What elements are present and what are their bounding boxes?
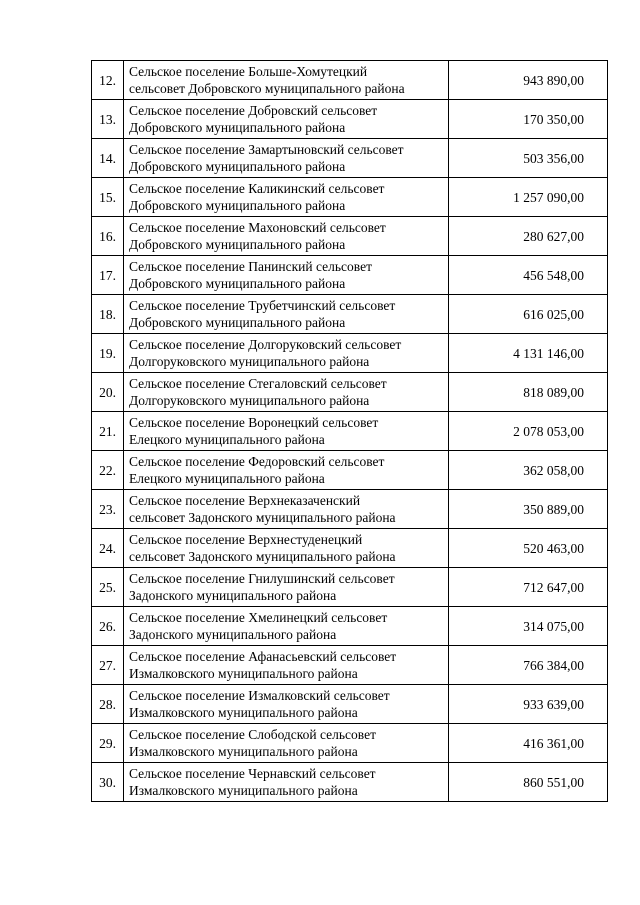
settlement-name-line-1: Сельское поселение Слободской сельсовет bbox=[129, 727, 376, 742]
settlement-name-cell bbox=[124, 139, 449, 178]
settlement-name-line-1: Сельское поселение Долгоруковский сельсовет bbox=[129, 337, 402, 352]
settlement-name-line-2: Измалковского муниципального района bbox=[129, 744, 358, 759]
settlement-name-line-2: Добровского муниципального района bbox=[129, 120, 346, 135]
settlement-name-cell bbox=[124, 217, 449, 256]
settlement-name-line-1: Сельское поселение Верхнеказаченский bbox=[129, 493, 361, 508]
row-number: 30. bbox=[92, 763, 124, 802]
amount-value: 170 350,00 bbox=[449, 100, 608, 139]
table-row bbox=[92, 139, 608, 178]
settlement-name-line-1: Сельское поселение Замартыновский сельсовет bbox=[129, 142, 404, 157]
table-row bbox=[92, 61, 608, 100]
settlement-name-line-2: сельсовет Добровского муниципального района bbox=[129, 81, 405, 96]
settlement-name-line-2: Елецкого муниципального района bbox=[129, 432, 325, 447]
table-row bbox=[92, 646, 608, 685]
row-number: 25. bbox=[92, 568, 124, 607]
settlement-name-line-1: Сельское поселение Чернавский сельсовет bbox=[129, 766, 376, 781]
row-number: 23. bbox=[92, 490, 124, 529]
settlement-name-cell bbox=[124, 685, 449, 724]
table-row bbox=[92, 724, 608, 763]
settlement-name-cell bbox=[124, 451, 449, 490]
settlement-name-line-2: Добровского муниципального района bbox=[129, 276, 346, 291]
row-number: 16. bbox=[92, 217, 124, 256]
settlement-name-cell bbox=[124, 334, 449, 373]
amount-value: 362 058,00 bbox=[449, 451, 608, 490]
amount-value: 350 889,00 bbox=[449, 490, 608, 529]
settlement-name-line-2: Измалковского муниципального района bbox=[129, 783, 358, 798]
settlement-name-cell bbox=[124, 607, 449, 646]
row-number: 14. bbox=[92, 139, 124, 178]
amount-value: 818 089,00 bbox=[449, 373, 608, 412]
table-row bbox=[92, 412, 608, 451]
amount-value: 712 647,00 bbox=[449, 568, 608, 607]
settlement-name-line-1: Сельское поселение Верхнестуденецкий bbox=[129, 532, 363, 547]
settlement-name-line-2: Задонского муниципального района bbox=[129, 588, 337, 603]
table-row bbox=[92, 256, 608, 295]
settlement-name-cell bbox=[124, 529, 449, 568]
amount-value: 503 356,00 bbox=[449, 139, 608, 178]
settlement-name-line-2: Измалковского муниципального района bbox=[129, 666, 358, 681]
settlement-name-line-2: Добровского муниципального района bbox=[129, 315, 346, 330]
settlement-name-cell bbox=[124, 256, 449, 295]
row-number: 24. bbox=[92, 529, 124, 568]
settlement-name-line-1: Сельское поселение Добровский сельсовет bbox=[129, 103, 378, 118]
settlement-name-cell bbox=[124, 646, 449, 685]
table-row bbox=[92, 685, 608, 724]
table-row bbox=[92, 373, 608, 412]
settlement-name-line-2: Добровского муниципального района bbox=[129, 198, 346, 213]
table-row bbox=[92, 763, 608, 802]
row-number: 12. bbox=[92, 61, 124, 100]
settlement-name-cell bbox=[124, 100, 449, 139]
settlement-name-line-1: Сельское поселение Хмелинецкий сельсовет bbox=[129, 610, 388, 625]
settlement-name-cell bbox=[124, 412, 449, 451]
settlement-name-line-1: Сельское поселение Воронецкий сельсовет bbox=[129, 415, 379, 430]
settlement-name-cell bbox=[124, 568, 449, 607]
settlement-name-line-1: Сельское поселение Измалковский сельсовет bbox=[129, 688, 390, 703]
settlement-name-line-1: Сельское поселение Больше-Хомутецкий bbox=[129, 64, 368, 79]
table-row bbox=[92, 451, 608, 490]
amount-value: 943 890,00 bbox=[449, 61, 608, 100]
amount-value: 280 627,00 bbox=[449, 217, 608, 256]
settlement-name-line-1: Сельское поселение Афанасьевский сельсовет bbox=[129, 649, 397, 664]
amount-value: 4 131 146,00 bbox=[449, 334, 608, 373]
table-row bbox=[92, 217, 608, 256]
row-number: 13. bbox=[92, 100, 124, 139]
settlement-name-line-2: сельсовет Задонского муниципального района bbox=[129, 549, 396, 564]
settlement-name-cell bbox=[124, 178, 449, 217]
amount-value: 933 639,00 bbox=[449, 685, 608, 724]
settlement-name-line-1: Сельское поселение Трубетчинский сельсовет bbox=[129, 298, 396, 313]
settlement-name-line-2: Добровского муниципального района bbox=[129, 237, 346, 252]
table-body bbox=[92, 61, 608, 802]
table-row bbox=[92, 334, 608, 373]
amount-value: 2 078 053,00 bbox=[449, 412, 608, 451]
table-row bbox=[92, 529, 608, 568]
amount-value: 860 551,00 bbox=[449, 763, 608, 802]
settlement-name-line-1: Сельское поселение Каликинский сельсовет bbox=[129, 181, 385, 196]
amount-value: 766 384,00 bbox=[449, 646, 608, 685]
allocation-table bbox=[91, 60, 608, 802]
settlement-name-line-2: Елецкого муниципального района bbox=[129, 471, 325, 486]
amount-value: 314 075,00 bbox=[449, 607, 608, 646]
row-number: 22. bbox=[92, 451, 124, 490]
row-number: 18. bbox=[92, 295, 124, 334]
settlement-name-cell bbox=[124, 763, 449, 802]
settlement-name-line-2: сельсовет Задонского муниципального района bbox=[129, 510, 396, 525]
row-number: 21. bbox=[92, 412, 124, 451]
settlement-name-line-1: Сельское поселение Махоновский сельсовет bbox=[129, 220, 386, 235]
settlement-name-line-1: Сельское поселение Федоровский сельсовет bbox=[129, 454, 385, 469]
amount-value: 456 548,00 bbox=[449, 256, 608, 295]
settlement-name-cell bbox=[124, 61, 449, 100]
row-number: 28. bbox=[92, 685, 124, 724]
settlement-name-line-1: Сельское поселение Гнилушинский сельсовет bbox=[129, 571, 395, 586]
settlement-name-cell bbox=[124, 295, 449, 334]
settlement-name-cell bbox=[124, 490, 449, 529]
amount-value: 1 257 090,00 bbox=[449, 178, 608, 217]
row-number: 26. bbox=[92, 607, 124, 646]
table-row bbox=[92, 490, 608, 529]
row-number: 27. bbox=[92, 646, 124, 685]
settlement-name-line-2: Измалковского муниципального района bbox=[129, 705, 358, 720]
settlement-name-line-2: Долгоруковского муниципального района bbox=[129, 354, 370, 369]
table-row bbox=[92, 178, 608, 217]
row-number: 29. bbox=[92, 724, 124, 763]
settlement-name-line-1: Сельское поселение Стегаловский сельсовет bbox=[129, 376, 387, 391]
row-number: 15. bbox=[92, 178, 124, 217]
settlement-name-line-2: Задонского муниципального района bbox=[129, 627, 337, 642]
row-number: 19. bbox=[92, 334, 124, 373]
amount-value: 416 361,00 bbox=[449, 724, 608, 763]
table-row bbox=[92, 100, 608, 139]
settlement-name-line-1: Сельское поселение Панинский сельсовет bbox=[129, 259, 372, 274]
table-row bbox=[92, 295, 608, 334]
settlement-name-line-2: Добровского муниципального района bbox=[129, 159, 346, 174]
row-number: 20. bbox=[92, 373, 124, 412]
amount-value: 520 463,00 bbox=[449, 529, 608, 568]
settlement-name-line-2: Долгоруковского муниципального района bbox=[129, 393, 370, 408]
table-row bbox=[92, 607, 608, 646]
settlement-name-cell bbox=[124, 373, 449, 412]
table-row bbox=[92, 568, 608, 607]
row-number: 17. bbox=[92, 256, 124, 295]
amount-value: 616 025,00 bbox=[449, 295, 608, 334]
settlement-name-cell bbox=[124, 724, 449, 763]
